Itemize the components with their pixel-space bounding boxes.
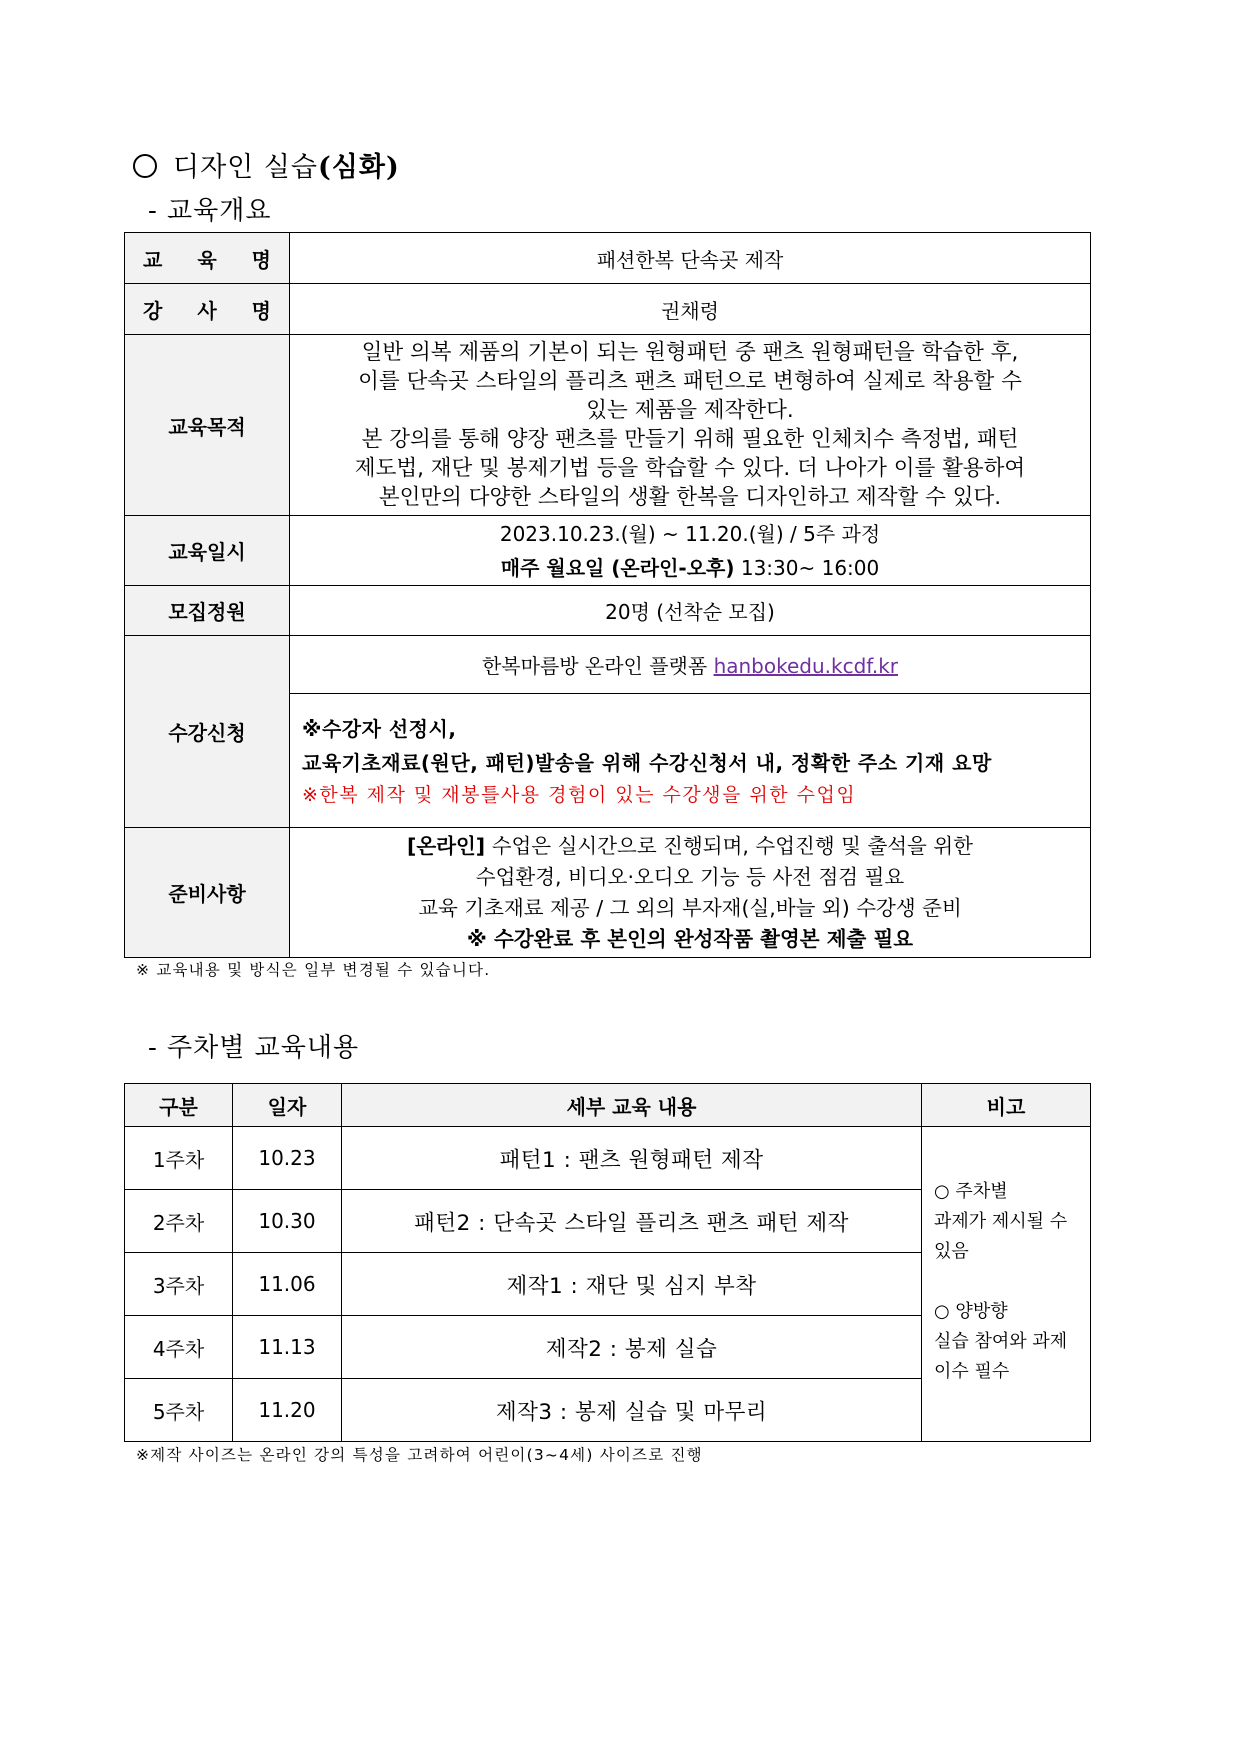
schedule-row — [125, 516, 1091, 586]
capacity-label: 모집정원 — [125, 586, 290, 636]
weekly-table — [124, 1083, 1091, 1442]
section-title-bold: (심화) — [318, 152, 400, 183]
section-title-text: 디자인 실습 — [173, 152, 318, 183]
overview-note: ※ 교육내용 및 방식은 일부 변경될 수 있습니다. — [136, 961, 491, 979]
table-row — [125, 1127, 1091, 1190]
notice-line2: 교육기초재료(원단, 패턴)발송을 위해 수강신청서 내, 정확한 주소 기재 요망 — [302, 750, 992, 775]
overview-table — [124, 232, 1091, 958]
remark-cell: ○ 주차별 과제가 제시될 수 있음 ○ 양방향 실습 참여와 과제 이수 필수 — [922, 1127, 1091, 1442]
date-cell: 11.06 — [233, 1253, 342, 1316]
week-cell: 2주차 — [125, 1190, 233, 1253]
weekly-heading: - 주차별 교육내용 — [148, 1033, 360, 1063]
header-week: 구분 — [125, 1084, 233, 1127]
application-notice — [290, 694, 1091, 828]
instructor-row — [125, 284, 1091, 335]
notice-red: ※한복 제작 및 재봉틀사용 경험이 있는 수강생을 위한 수업임 — [302, 783, 857, 806]
header-content: 세부 교육 내용 — [342, 1084, 922, 1127]
week-cell: 4주차 — [125, 1316, 233, 1379]
date-cell: 11.20 — [233, 1379, 342, 1442]
purpose-value: 일반 의복 제품의 기본이 되는 원형패턴 중 팬츠 원형패턴을 학습한 후, 이를 단속곳 스타일의 플리츠 팬츠 패턴으로 변형하여 실제로 착용할 수 있는 제품을 제작한다. 본 강의를 통해 양장 팬츠를 만들기 위해 필요한 인체치수 측정법, 패턴 제도법, 재단 및 봉제기법 등을 학습할 수 있다. 더 나아가 이를 활용하여 본인만의 다양한 스타일의 생활 한복을 디자인하고 제작할 수 있다. — [290, 335, 1091, 516]
notice-line1: ※수강자 선정시, — [302, 716, 457, 741]
application-platform: 한복마름방 온라인 플랫폼 hanbokedu.kcdf.kr — [290, 636, 1091, 694]
course-name-label: 교 육 명 — [125, 233, 290, 284]
capacity-value: 20명 (선착순 모집) — [290, 586, 1091, 636]
schedule-time: 매주 월요일 (온라인-오후) 13:30~ 16:00 — [500, 555, 880, 580]
content-cell: 패턴1 : 팬츠 원형패턴 제작 — [342, 1127, 922, 1190]
content-cell: 제작1 : 재단 및 심지 부착 — [342, 1253, 922, 1316]
platform-link[interactable]: hanbokedu.kcdf.kr — [713, 654, 899, 678]
weekly-note: ※제작 사이즈는 온라인 강의 특성을 고려하여 어린이(3~4세) 사이즈로 진행 — [136, 1446, 703, 1464]
week-cell: 1주차 — [125, 1127, 233, 1190]
content-cell: 제작3 : 봉제 실습 및 마무리 — [342, 1379, 922, 1442]
capacity-row — [125, 586, 1091, 636]
date-cell: 10.23 — [233, 1127, 342, 1190]
instructor-value: 권채령 — [290, 284, 1091, 335]
date-cell: 10.30 — [233, 1190, 342, 1253]
week-cell: 3주차 — [125, 1253, 233, 1316]
date-cell: 11.13 — [233, 1316, 342, 1379]
application-label: 수강신청 — [125, 636, 290, 828]
schedule-value — [290, 516, 1091, 586]
content-cell: 패턴2 : 단속곳 스타일 플리츠 팬츠 패턴 제작 — [342, 1190, 922, 1253]
preparation-label: 준비사항 — [125, 828, 290, 958]
header-remark: 비고 — [922, 1084, 1091, 1127]
preparation-row — [125, 828, 1091, 958]
circle-bullet-icon — [133, 154, 157, 178]
content-cell: 제작2 : 봉제 실습 — [342, 1316, 922, 1379]
purpose-row — [125, 335, 1091, 516]
header-date: 일자 — [233, 1084, 342, 1127]
schedule-dates: 2023.10.23.(월) ~ 11.20.(월) / 5주 과정 — [499, 521, 881, 546]
course-name-row — [125, 233, 1091, 284]
weekly-header-row — [125, 1084, 1091, 1127]
overview-heading: - 교육개요 — [148, 196, 272, 226]
instructor-label: 강 사 명 — [125, 284, 290, 335]
preparation-value: [온라인] 수업은 실시간으로 진행되며, 수업진행 및 출석을 위한 수업환경, 비디오·오디오 기능 등 사전 점검 필요 교육 기초재료 제공 / 그 외의 부자재(실,바늘 외) 수강생 준비 ※ 수강완료 후 본인의 완성작품 촬영본 제출 필요 — [290, 828, 1091, 958]
section-title — [133, 145, 400, 184]
application-row — [125, 636, 1091, 694]
course-name-value: 패션한복 단속곳 제작 — [290, 233, 1091, 284]
week-cell: 5주차 — [125, 1379, 233, 1442]
schedule-label: 교육일시 — [125, 516, 290, 586]
purpose-label: 교육목적 — [125, 335, 290, 516]
